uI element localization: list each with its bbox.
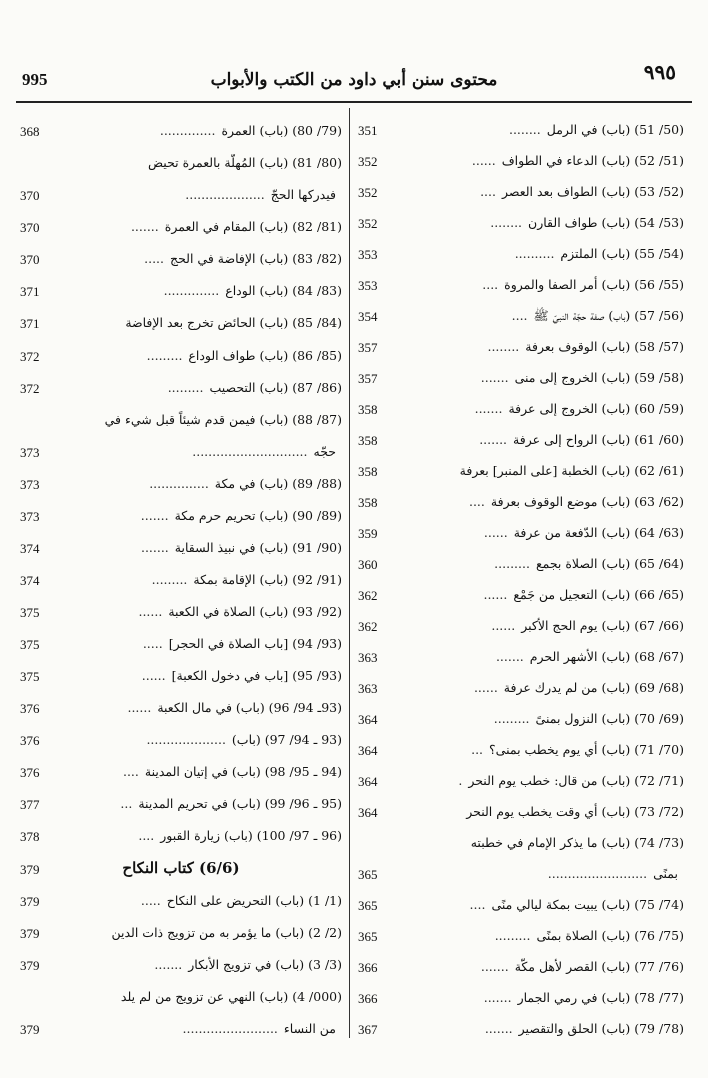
toc-entry	[354, 947, 688, 978]
toc-entry-title	[16, 250, 346, 267]
toc-entry-text: (84/ 85) (باب) الحائض تخرج بعد الإفاضة	[125, 315, 342, 331]
toc-page-number: 379	[20, 925, 40, 941]
leader-dots: .....	[144, 251, 165, 267]
running-header-title: محتوى سنن أبي داود من الكتب والأبواب	[210, 70, 498, 90]
toc-entry	[354, 761, 688, 792]
toc-entry-text: (79/ 80) (باب) العمرة	[221, 123, 342, 139]
toc-entry	[354, 730, 688, 761]
toc-entry-title	[354, 462, 688, 479]
toc-entry	[16, 880, 346, 912]
toc-entry-title	[354, 276, 688, 293]
toc-entry-title	[354, 555, 688, 572]
toc-entry	[16, 495, 346, 527]
toc-entry	[354, 854, 688, 885]
toc-entry-text: (72/ 73) (باب) أي وقت يخطب يوم النحر	[466, 804, 684, 819]
toc-entry-text: (66/ 67) (باب) يوم الحج الأكبر	[521, 618, 684, 633]
toc-entry	[354, 823, 688, 854]
toc-entry	[16, 623, 346, 655]
toc-entry-text: (83/ 84) (باب) الوداع	[225, 283, 342, 299]
toc-entry-title	[354, 152, 688, 169]
toc-entry-title	[354, 121, 688, 138]
toc-page-number: 366	[358, 960, 378, 975]
toc-entry-title	[16, 763, 346, 780]
toc-entry	[16, 719, 346, 751]
toc-entry-text: حجّه	[313, 443, 336, 459]
toc-entry	[16, 174, 346, 206]
toc-entry-text: (87/ 88) (باب) فيمن قدم شيئاً قبل شيء في	[104, 411, 342, 427]
toc-entry-title	[354, 307, 688, 324]
toc-entry-text: (77/ 78) (باب) في رمي الجمار	[517, 990, 684, 1005]
toc-entry-title	[354, 183, 688, 200]
leader-dots: ...............	[149, 475, 209, 491]
leader-dots: .........................	[547, 866, 648, 881]
toc-entry-title	[354, 772, 688, 789]
toc-entry-text: (53/ 54) (باب) طواف القارن	[528, 215, 684, 230]
toc-entry-text: (76/ 77) (باب) القصر لأهل مكّة	[514, 959, 684, 974]
toc-entry-text: (74/ 75) (باب) يبيت بمكة ليالي منًى	[491, 897, 684, 912]
toc-entry-text: (86/ 87) (باب) التحصيب	[209, 379, 342, 395]
toc-entry-title	[354, 1020, 688, 1037]
toc-entry	[354, 668, 688, 699]
toc-entry	[354, 389, 688, 420]
toc-page-number: 379	[20, 893, 40, 909]
toc-page-number: 353	[358, 247, 378, 262]
toc-page-number: 373	[20, 508, 40, 524]
toc-page-number: 379	[20, 1021, 40, 1037]
leader-dots: ......	[483, 525, 508, 540]
toc-entry-text: (57/ 58) (باب) الوقوف بعرفة	[525, 339, 684, 354]
leader-dots: .........	[146, 347, 183, 363]
leader-dots: ..............	[163, 283, 220, 299]
toc-page-number: 358	[358, 464, 378, 479]
toc-entry	[354, 141, 688, 172]
toc-page-number: 352	[358, 154, 378, 169]
toc-entry	[16, 527, 346, 559]
toc-entry	[16, 334, 346, 366]
leader-dots: ....................	[146, 732, 226, 748]
toc-entry-text: (75/ 76) (باب) الصلاة بمنًى	[536, 928, 684, 943]
toc-entry-title	[354, 958, 688, 975]
leader-dots: .	[458, 773, 463, 788]
toc-entry-text: (65/ 66) (باب) التعجيل من جَمْع	[513, 587, 684, 602]
toc-entry	[16, 206, 346, 238]
toc-entry-text: (80/ 81) (باب) المُهلّة بالعمرة تحيض	[147, 155, 342, 171]
toc-entry	[354, 792, 688, 823]
toc-entry-text: بمنًى	[653, 866, 678, 881]
toc-entry-text: (51/ 52) (باب) الدعاء في الطواف	[501, 153, 684, 168]
toc-entry-title	[16, 475, 346, 492]
toc-entry	[16, 783, 346, 815]
toc-entry-text: (56/ 57) (باب) صفة حجّة النبيّ ﷺ	[533, 308, 684, 323]
toc-entry	[16, 1008, 346, 1040]
toc-page-number: 364	[358, 743, 378, 758]
leader-dots: .......	[483, 990, 512, 1005]
leader-dots: .......	[484, 1021, 513, 1036]
toc-entry-text: (91/ 92) (باب) الإقامة بمكة	[193, 571, 342, 587]
toc-entry-text: فيدركها الحجّ	[270, 187, 336, 203]
toc-page-number: 379	[20, 861, 40, 877]
toc-entry-text: (55/ 56) (باب) أمر الصفا والمروة	[504, 277, 684, 292]
toc-entry-title	[16, 956, 346, 973]
toc-entry	[354, 699, 688, 730]
toc-entry-title	[354, 524, 688, 541]
toc-entry-title	[16, 154, 346, 171]
leader-dots: .......	[140, 539, 169, 555]
toc-entry	[354, 234, 688, 265]
toc-section-heading	[16, 847, 346, 879]
toc-page-number: 358	[358, 433, 378, 448]
toc-entry-title	[16, 282, 346, 299]
leader-dots: .....	[142, 636, 163, 652]
leader-dots: ......	[491, 618, 516, 633]
header-rule	[16, 101, 692, 103]
toc-entry	[16, 944, 346, 976]
leader-dots: ......	[141, 668, 166, 684]
leader-dots: .......	[154, 956, 183, 972]
toc-entry-text: (50/ 51) (باب) في الرمل	[546, 122, 684, 137]
toc-entry-text: (63/ 64) (باب) الدّفعة من عرفة	[513, 525, 684, 540]
toc-entry-title	[16, 443, 346, 460]
toc-column-left	[16, 110, 346, 1040]
toc-entry-text: (62/ 63) (باب) موضع الوقوف بعرفة	[490, 494, 684, 509]
toc-page-number: 357	[358, 340, 378, 355]
toc-entry-title	[354, 896, 688, 913]
leader-dots: ....	[138, 828, 155, 844]
toc-entry-text: (90/ 91) (باب) في نبيذ السقاية	[174, 539, 342, 555]
toc-entry-text: (81/ 82) (باب) المقام في العمرة	[164, 219, 342, 235]
toc-entry	[16, 110, 346, 142]
toc-page-number: 377	[20, 797, 40, 813]
toc-entry	[16, 976, 346, 1008]
page-number-latin: 995	[22, 70, 48, 89]
toc-entry-title	[354, 431, 688, 448]
leader-dots: ......	[138, 604, 163, 619]
toc-entry	[16, 431, 346, 463]
leader-dots: ........	[490, 215, 523, 230]
column-divider	[349, 108, 350, 1038]
leader-dots: .........	[167, 379, 204, 395]
toc-entry-text: (94 ـ 95/ 98) (باب) في إتيان المدينة	[144, 764, 342, 780]
toc-entry-text: (61/ 62) (باب) الخطبة [على المنبر] بعرفة	[459, 463, 684, 478]
leader-dots: .........	[494, 928, 531, 943]
toc-page-number: 363	[358, 650, 378, 665]
toc-page-number: 373	[20, 476, 40, 492]
leader-dots: .......	[495, 649, 524, 664]
toc-entry-text: (93ـ 94/ 96) (باب) في مال الكعبة	[157, 700, 342, 716]
toc-entry	[354, 358, 688, 389]
toc-page-number: 371	[20, 316, 40, 332]
toc-page-number: 370	[20, 188, 40, 204]
toc-page-number: 371	[20, 284, 40, 300]
toc-entry-text: (000/ 4) (باب) النهي عن تزويج من لم يلد	[120, 988, 342, 1004]
toc-entry-title	[354, 214, 688, 231]
toc-entry-title	[354, 679, 688, 696]
toc-entry	[354, 513, 688, 544]
leader-dots: ......	[471, 153, 496, 168]
toc-entry-text: من النساء	[283, 1020, 336, 1036]
toc-entry	[16, 815, 346, 847]
toc-page-number: 375	[20, 605, 40, 620]
toc-entry-text: (6/6) كتاب النكاح	[122, 859, 240, 877]
toc-entry-title	[354, 927, 688, 944]
toc-entry	[354, 978, 688, 1009]
leader-dots: ...	[120, 796, 133, 812]
page-number-arabic: ٩٩٥	[643, 60, 676, 84]
leader-dots: ....................	[185, 187, 265, 203]
toc-entry-title	[354, 586, 688, 603]
toc-entry	[354, 203, 688, 234]
toc-entry-title	[354, 989, 688, 1006]
toc-entry-text: (85/ 86) (باب) طواف الوداع	[188, 347, 342, 363]
toc-entry	[16, 687, 346, 719]
toc-entry	[354, 265, 688, 296]
toc-entry-text: (58/ 59) (باب) الخروج إلى منى	[514, 370, 684, 385]
toc-page-number: 364	[358, 774, 378, 789]
toc-entry	[354, 296, 688, 327]
toc-page-number: 359	[358, 526, 378, 541]
toc-entry-title	[354, 710, 688, 727]
toc-entry-text: (82/ 83) (باب) الإفاضة في الحج	[170, 251, 342, 267]
toc-entry	[16, 238, 346, 270]
toc-entry-title	[16, 892, 346, 909]
toc-page-number: 375	[20, 637, 40, 653]
toc-entry	[354, 606, 688, 637]
leader-dots: ..........	[514, 246, 555, 261]
toc-entry-title	[354, 369, 688, 386]
toc-entry-title	[354, 400, 688, 417]
toc-entry-text: (78/ 79) (باب) الحلق والتقصير	[518, 1021, 684, 1036]
toc-page-number: 363	[358, 681, 378, 696]
toc-entry-title	[16, 571, 346, 588]
toc-entry-title	[16, 379, 346, 396]
leader-dots: .......	[140, 507, 169, 523]
toc-entry	[16, 751, 346, 783]
leader-dots: ......	[473, 680, 498, 695]
toc-entry	[16, 559, 346, 591]
toc-page-number: 354	[358, 309, 378, 324]
leader-dots: ........................	[182, 1020, 278, 1036]
toc-entry	[16, 912, 346, 944]
toc-entry	[16, 399, 346, 431]
leader-dots: .....	[140, 892, 161, 908]
toc-entry-text: (88/ 89) (باب) في مكة	[214, 475, 342, 491]
leader-dots: .......	[130, 219, 159, 235]
toc-entry-title	[16, 988, 346, 1005]
toc-entry-text: (95 ـ 96/ 99) (باب) في تحريم المدينة	[138, 796, 342, 812]
toc-entry	[354, 575, 688, 606]
toc-page-number: 374	[20, 540, 40, 556]
toc-entry-title	[16, 795, 346, 812]
toc-entry-title	[354, 617, 688, 634]
toc-entry-text: (73/ 74) (باب) ما يذكر الإمام في خطبته	[470, 835, 684, 850]
toc-entry	[354, 885, 688, 916]
toc-entry-text: (71/ 72) (باب) من قال: خطب يوم النحر	[468, 773, 684, 788]
toc-entry-title	[16, 314, 346, 331]
toc-entry-title	[16, 347, 346, 364]
toc-entry	[16, 142, 346, 174]
toc-entry-title	[16, 411, 346, 428]
toc-entry-title	[16, 218, 346, 235]
toc-page-number: 358	[358, 402, 378, 417]
toc-entry-title	[354, 803, 688, 820]
toc-entry-title	[16, 122, 346, 139]
toc-entry-title	[16, 924, 346, 941]
toc-page-number: 353	[358, 278, 378, 293]
toc-page-number: 370	[20, 220, 40, 236]
toc-entry-title	[16, 186, 346, 203]
toc-entry-text: (93/ 94) [باب الصلاة في الحجر]	[168, 636, 342, 652]
toc-page-number: 370	[20, 252, 40, 268]
leader-dots: .........	[493, 711, 530, 726]
toc-page-number: 372	[20, 348, 40, 364]
toc-entry-text: (96 ـ 97/ 100) (باب) زيارة القبور	[160, 828, 342, 844]
toc-entry	[16, 270, 346, 302]
leader-dots: ..............	[159, 123, 216, 139]
leader-dots: ....	[468, 494, 485, 509]
toc-page-number: 357	[358, 371, 378, 386]
toc-page-number: 365	[358, 898, 378, 913]
toc-entry-text: (93 ـ 94/ 97) (باب)	[231, 732, 342, 748]
toc-entry	[354, 637, 688, 668]
toc-entry-text: (64/ 65) (باب) الصلاة بجمع	[535, 556, 684, 571]
toc-entry-title	[354, 834, 688, 851]
toc-entry	[354, 1009, 688, 1040]
toc-entry	[354, 420, 688, 451]
toc-entry-title	[354, 338, 688, 355]
toc-entry-title	[354, 865, 688, 882]
leader-dots: ....	[122, 764, 139, 780]
leader-dots: .......	[480, 959, 509, 974]
leader-dots: .............................	[192, 443, 308, 459]
toc-page-number: 364	[358, 712, 378, 727]
toc-entry-title	[16, 667, 346, 684]
toc-page-number: 362	[358, 619, 378, 634]
toc-entry-title	[16, 1020, 346, 1037]
toc-page-number: 364	[358, 805, 378, 820]
toc-page-number: 352	[358, 185, 378, 200]
toc-entry-title	[16, 731, 346, 748]
toc-entry	[16, 367, 346, 399]
leader-dots: ......	[127, 700, 152, 716]
toc-entry	[16, 302, 346, 334]
toc-page-number: 365	[358, 867, 378, 882]
toc-entry-text: (68/ 69) (باب) من لم يدرك عرفة	[503, 680, 684, 695]
toc-entry-text: (67/ 68) (باب) الأشهر الحرم	[529, 649, 684, 664]
leader-dots: ....	[480, 184, 496, 199]
leader-dots: ........	[487, 339, 520, 354]
toc-page-number: 352	[358, 216, 378, 231]
toc-page-number: 374	[20, 572, 40, 588]
toc-entry	[354, 110, 688, 141]
toc-entry-title	[16, 635, 346, 652]
leader-dots: ......	[483, 587, 508, 602]
leader-dots: .......	[480, 370, 509, 385]
toc-entry-title	[16, 860, 346, 877]
toc-page-number: 366	[358, 991, 378, 1006]
toc-entry-text: (60/ 61) (باب) الرواح إلى عرفة	[513, 432, 684, 447]
toc-page-number: 373	[20, 444, 40, 460]
toc-page-number: 376	[20, 701, 40, 717]
toc-page-number: 368	[20, 124, 40, 140]
toc-page-number: 362	[358, 588, 378, 603]
toc-entry-title	[354, 648, 688, 665]
toc-page-number: 367	[358, 1022, 378, 1037]
leader-dots: .........	[494, 556, 530, 571]
toc-entry-title	[16, 507, 346, 524]
toc-page-number: 351	[358, 123, 378, 138]
toc-entry	[354, 482, 688, 513]
toc-entry-title	[16, 827, 346, 844]
toc-entry	[354, 327, 688, 358]
leader-dots: .........	[151, 571, 188, 587]
toc-entry-title	[354, 741, 688, 758]
toc-entry-text: (59/ 60) (باب) الخروج إلى عرفة	[508, 401, 684, 416]
leader-dots: .......	[474, 401, 503, 416]
toc-page-number: 358	[358, 495, 378, 510]
toc-page-number: 365	[358, 929, 378, 944]
toc-entry-title	[354, 493, 688, 510]
toc-entry-text: (93/ 95) [باب في دخول الكعبة]	[171, 668, 342, 684]
toc-page-number: 375	[20, 669, 40, 685]
leader-dots: ....	[511, 308, 528, 323]
toc-page-number: 376	[20, 733, 40, 749]
toc-entry-title	[16, 539, 346, 556]
toc-entry-title	[354, 245, 688, 262]
toc-entry-text: (2/ 2) (باب) ما يؤمر به من تزويج ذات الدين	[111, 924, 342, 940]
toc-column-right	[354, 110, 688, 1040]
toc-page-number: 372	[20, 380, 40, 396]
leader-dots: ....	[469, 897, 486, 912]
toc-entry-text: (70/ 71) (باب) أي يوم يخطب بمنى؟	[489, 742, 684, 757]
toc-page-number: 378	[20, 829, 40, 845]
toc-page-number: 379	[20, 957, 40, 973]
toc-entry-text: (89/ 90) (باب) تحريم حرم مكة	[174, 507, 342, 523]
toc-page-number: 360	[358, 557, 378, 572]
toc-entry-text: (92/ 93) (باب) الصلاة في الكعبة	[168, 604, 342, 619]
toc-entry-text: (54/ 55) (باب) الملتزم	[560, 246, 684, 261]
toc-entry	[16, 463, 346, 495]
leader-dots: .......	[479, 432, 508, 447]
leader-dots: ....	[482, 277, 499, 292]
toc-entry	[354, 544, 688, 575]
toc-entry	[16, 655, 346, 687]
toc-entry-title	[16, 603, 346, 620]
toc-entry	[354, 172, 688, 203]
toc-entry-text: (1/ 1) (باب) التحريض على النكاح	[166, 892, 342, 908]
toc-entry	[16, 591, 346, 623]
toc-entry	[354, 916, 688, 947]
toc-page-number: 376	[20, 765, 40, 781]
toc-entry-text: (69/ 70) (باب) النزول بمنىً	[535, 711, 684, 726]
leader-dots: ........	[508, 122, 541, 137]
toc-entry-text: (3/ 3) (باب) في تزويج الأبكار	[188, 956, 342, 972]
toc-entry	[354, 451, 688, 482]
leader-dots: ...	[471, 742, 484, 757]
toc-entry-title	[16, 699, 346, 716]
toc-entry-text: (52/ 53) (باب) الطواف بعد العصر	[501, 184, 684, 199]
